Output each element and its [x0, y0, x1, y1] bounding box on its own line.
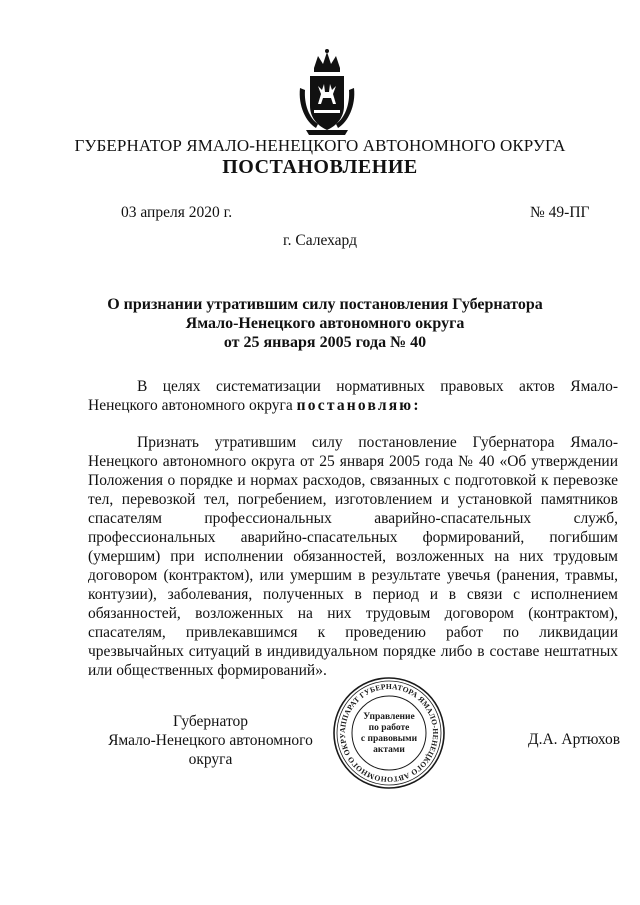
preamble-text: В целях систематизации нормативных правовых актов Ямало-Ненецкого автономного округа [88, 378, 618, 414]
resolution-keyword: постановляю: [296, 397, 421, 414]
seal-line: Управление [363, 712, 415, 722]
signatory-position-line: Ямало-Ненецкого автономного округа [108, 732, 313, 768]
title-line: от 25 января 2005 года № 40 [223, 334, 427, 351]
document-number: № 49-ПГ [530, 204, 590, 221]
document-date: 03 апреля 2020 г. [121, 204, 233, 221]
document-city: г. Салехард [283, 232, 357, 249]
document-title [80, 295, 570, 352]
issuing-authority: ГУБЕРНАТОР ЯМАЛО-НЕНЕЦКОГО АВТОНОМНОГО ОКРУГА [74, 136, 566, 155]
seal-line: актами [373, 745, 405, 755]
title-line: Ямало-Ненецкого автономного округа [185, 315, 465, 332]
resolution-paragraph: Признать утратившим силу постановление Губернатора Ямало-Ненецкого автономного округа от 25 января 2005 года № 40 «Об утверждении Положения о порядке и нормах расходов, связанных с подготовкой к перевозке тел, перевозкой тел, погребением, изготовлением и установкой памятников спасателям профессиональных аварийно-спасательных служб, профессиональных аварийно-спасательных формирований, погибшим (умершим) при исполнении обязанностей, возложенных на них трудовым договором (контрактом), или умершим в результате увечья (ранения, травмы, контузии), заболевания, полученных в период и в связи с исполнением обязанностей, возложенных на них трудовым договором (контрактом), спасателям, привлекавшимся к проведению работ по ликвидации чрезвычайных ситуаций в индивидуальном порядке либо в составе нештатных или общественных формирований». [88, 434, 618, 679]
document-type: ПОСТАНОВЛЕНИЕ [222, 156, 418, 178]
seal-center-text [360, 712, 418, 756]
preamble-paragraph [88, 377, 618, 415]
coat-of-arms-icon [296, 48, 358, 136]
signatory-name: Д.А. Артюхов [528, 731, 621, 748]
signatory-position-line: Губернатор [172, 713, 249, 730]
seal-line: с правовыми [360, 734, 418, 744]
seal-line: по работе [368, 723, 410, 733]
signatory-position [88, 712, 333, 769]
title-line: О признании утратившим силу постановления Губернатора [107, 296, 543, 313]
seal-ring-text: АППАРАТ ГУБЕРНАТОРА ЯМАЛО-НЕНЕЦКОГО АВТОНОМНОГО ОКРУ [337, 681, 441, 785]
